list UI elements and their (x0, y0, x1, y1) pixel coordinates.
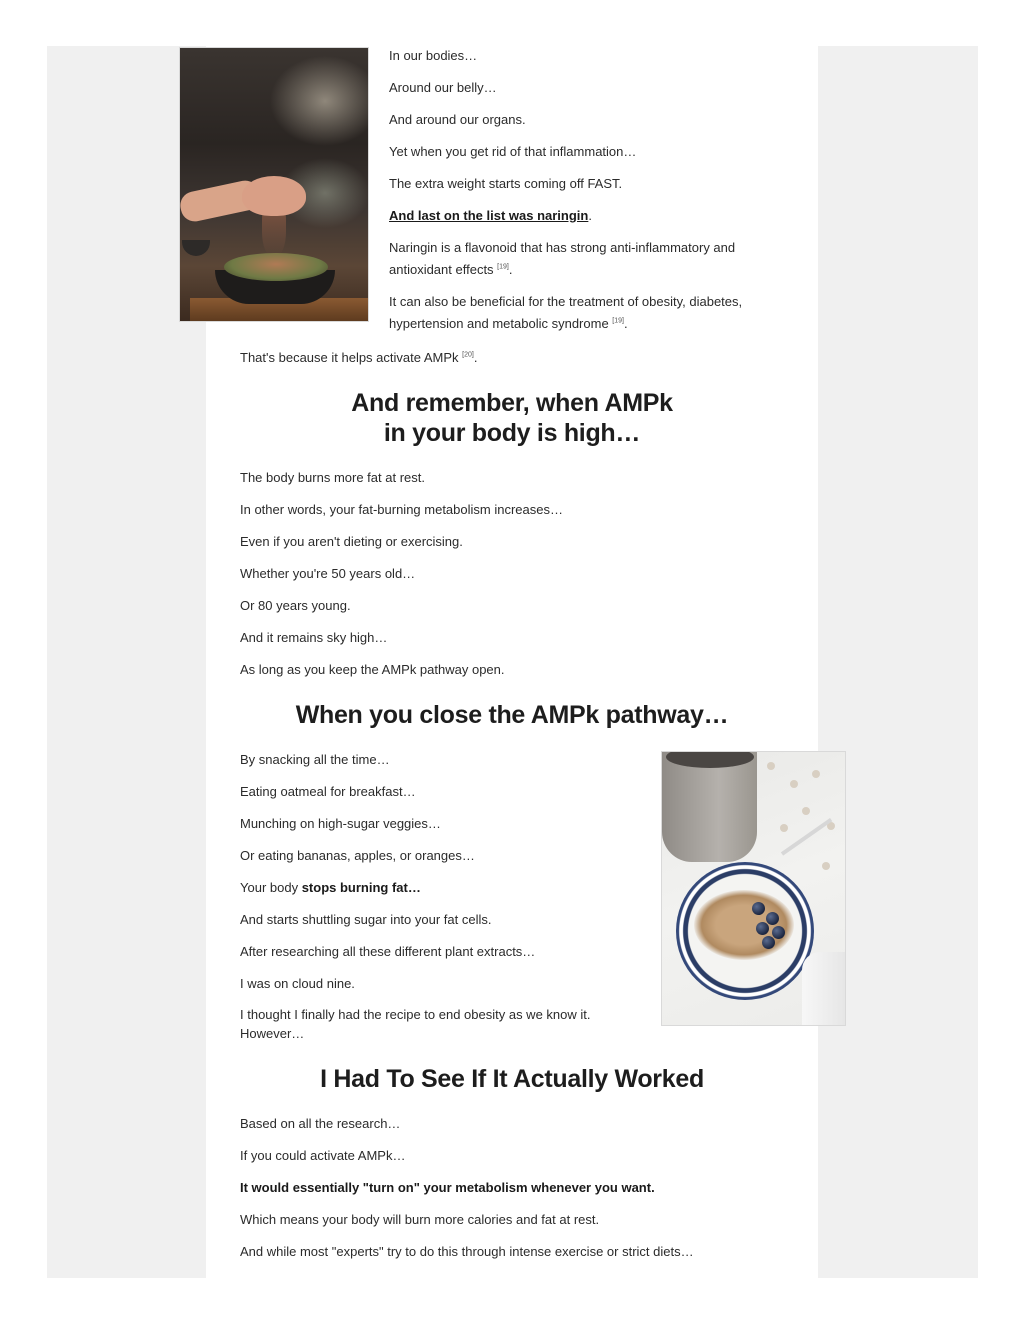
text-line: In our bodies… (389, 48, 478, 63)
text-line: And starts shuttling sugar into your fat cells. (240, 912, 492, 927)
text-line: I was on cloud nine. (240, 976, 355, 991)
citation-ref[interactable]: [19] (497, 263, 509, 271)
naringin-paragraph: And last on the list was naringin. (389, 208, 592, 223)
stops-burning-paragraph: Your body stops burning fat… (240, 880, 421, 895)
text-line: Munching on high-sugar veggies… (240, 816, 441, 831)
text-line: The extra weight starts coming off FAST. (389, 176, 623, 191)
text-line: After researching all these different plant extracts… (240, 944, 536, 959)
recipe-paragraph: I thought I finally had the recipe to end obesity as we know it. However… (240, 1007, 591, 1041)
text-line: Or 80 years young. (240, 598, 351, 613)
text-line: Based on all the research… (240, 1116, 401, 1131)
text-line: Around our belly… (389, 80, 497, 95)
text-line: By snacking all the time… (240, 752, 390, 767)
obesity-paragraph: It can also be beneficial for the treatment of obesity, diabetes, hypertension and metabolic syndrome [19]. (389, 294, 743, 331)
text-line: Yet when you get rid of that inflammation… (389, 144, 637, 159)
naringin-bold-link: And last on the list was naringin (389, 208, 589, 223)
bold-text-line: It would essentially "turn on" your metabolism whenever you want. (240, 1180, 655, 1195)
text-line: Eating oatmeal for breakfast… (240, 784, 416, 799)
ampk-paragraph: That's because it helps activate AMPk [20]. (240, 350, 478, 365)
section-heading: I Had To See If It Actually Worked (320, 1065, 704, 1093)
text-line: And around our organs. (389, 112, 526, 127)
section-heading: And remember, when AMPk in your body is high… (351, 389, 673, 447)
citation-ref[interactable]: [19] (612, 317, 624, 325)
citation-ref[interactable]: [20] (462, 351, 474, 359)
text-line: Or eating bananas, apples, or oranges… (240, 848, 475, 863)
text-line: If you could activate AMPk… (240, 1148, 406, 1163)
text-line: In other words, your fat-burning metabolism increases… (240, 502, 563, 517)
chef-sprinkling-food-photo (180, 48, 368, 321)
text-line: The body burns more fat at rest. (240, 470, 425, 485)
text-line: As long as you keep the AMPk pathway open. (240, 662, 505, 677)
text-line: And it remains sky high… (240, 630, 388, 645)
section-heading: When you close the AMPk pathway… (295, 701, 729, 729)
oatmeal-bowl-photo (662, 752, 845, 1025)
text-line: And while most "experts" try to do this through intense exercise or strict diets… (240, 1244, 694, 1259)
text-line: Whether you're 50 years old… (240, 566, 416, 581)
text-line: Which means your body will burn more calories and fat at rest. (240, 1212, 600, 1227)
flavonoid-paragraph: Naringin is a flavonoid that has strong anti-inflammatory and antioxidant effects [19]. (389, 240, 736, 277)
text-line: Even if you aren't dieting or exercising. (240, 534, 463, 549)
